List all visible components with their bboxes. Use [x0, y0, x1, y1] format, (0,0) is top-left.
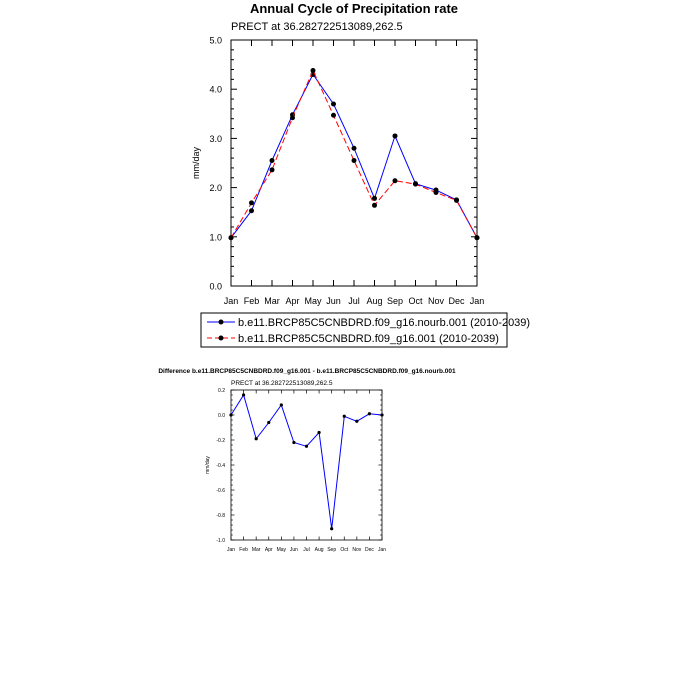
chart2-series-1-point: [330, 527, 333, 530]
chart2-x-tick-label: Apr: [264, 547, 273, 553]
chart2-x-tick-label: Mar: [251, 547, 261, 553]
chart1-x-tick-label: Mar: [264, 296, 280, 306]
annual-cycle-chart: [191, 1, 530, 347]
chart1-x-tick-label: Jan: [469, 296, 485, 306]
chart1-series-1-point: [331, 101, 336, 106]
chart2-subtitle: PRECT at 36.282722513089,262.5: [231, 380, 333, 387]
chart1-series-2-point: [270, 167, 275, 172]
chart2-series-1-point: [280, 403, 283, 406]
chart1-series-1-point: [249, 208, 254, 213]
chart1-series-2-point: [413, 182, 418, 187]
chart2-x-tick-label: Aug: [314, 547, 324, 553]
chart1-series-1-point: [372, 196, 377, 201]
chart2-x-tick-label: Dec: [364, 547, 374, 553]
chart1-y-tick-label: 3.0: [209, 133, 222, 144]
chart1-series-1-point: [270, 158, 275, 163]
chart2-y-tick-label: 0.2: [218, 388, 225, 394]
chart2-y-axis-label: mm/day: [205, 456, 211, 474]
chart1-x-tick-label: Dec: [448, 296, 465, 306]
chart1-x-tick-label: Jul: [348, 296, 360, 306]
chart1-y-axis-label: mm/day: [191, 146, 201, 180]
chart2-x-tick-label: May: [276, 547, 287, 553]
chart2-y-tick-label: -0.6: [216, 488, 225, 494]
chart1-legend: [201, 313, 530, 347]
chart1-series-2-point: [393, 178, 398, 183]
chart2-title: Difference b.e11.BRCP85C5CNBDRD.f09_g16.001 - b.e11.BRCP85C5CNBDRD.f09_g16.nourb.001: [158, 368, 456, 375]
chart2-series-1-point: [242, 393, 245, 396]
chart1-series-1-point: [352, 146, 357, 151]
chart2-x-tick-label: Jul: [303, 547, 310, 553]
chart2-x-tick-label: Jan: [226, 547, 236, 553]
chart1-series-1-line: [231, 74, 477, 237]
chart1-series-2-point: [372, 203, 377, 208]
chart1-x-tick-label: Oct: [408, 296, 423, 306]
legend-label-series-2: b.e11.BRCP85C5CNBDRD.f09_g16.001 (2010-2039): [238, 333, 499, 345]
chart1-y-tick-label: 4.0: [209, 84, 222, 95]
chart2-series-1-line: [231, 395, 382, 529]
chart1-x-tick-label: Apr: [285, 296, 300, 306]
chart2-x-tick-label: Nov: [352, 547, 362, 553]
chart2-series-group: [229, 393, 383, 530]
difference-chart: [158, 368, 456, 553]
chart1-x-tick-label: Jun: [326, 296, 341, 306]
chart2-series-1-point: [305, 445, 308, 448]
chart2-y-tick-label: -0.2: [216, 438, 225, 444]
chart2-series-1-point: [380, 413, 383, 416]
chart2-ticks: [216, 388, 386, 553]
chart1-series-2-point: [229, 235, 234, 240]
chart2-series-1-point: [355, 420, 358, 423]
chart1-subtitle: PRECT at 36.282722513089,262.5: [231, 21, 403, 33]
chart1-series-2-point: [311, 68, 316, 73]
chart1-series-2-point: [475, 235, 480, 240]
chart1-series-2-point: [249, 200, 254, 205]
chart2-series-1-point: [267, 421, 270, 424]
chart2-series-1-point: [292, 441, 295, 444]
chart1-y-tick-label: 1.0: [209, 232, 222, 243]
chart1-series-group: [229, 68, 480, 240]
chart1-ticks: [209, 36, 484, 307]
legend-marker-series-1: [219, 320, 224, 325]
legend-marker-series-2: [219, 336, 224, 341]
chart1-series-1-point: [393, 133, 398, 138]
chart1-series-2-point: [434, 190, 439, 195]
chart1-x-tick-label: Sep: [386, 296, 404, 306]
chart2-y-tick-label: -1.0: [216, 538, 225, 544]
chart1-y-tick-label: 5.0: [209, 35, 222, 46]
chart2-y-tick-label: -0.4: [216, 463, 225, 469]
chart2-series-1-point: [255, 437, 258, 440]
chart1-x-tick-label: Nov: [427, 296, 445, 306]
chart2-x-tick-label: Oct: [340, 547, 349, 553]
chart2-y-tick-label: 0.0: [218, 413, 225, 419]
chart1-x-tick-label: May: [304, 296, 322, 306]
chart1-x-tick-label: Jan: [223, 296, 239, 306]
chart1-x-tick-label: Feb: [243, 296, 260, 306]
chart1-y-tick-label: 2.0: [209, 183, 222, 194]
chart2-series-1-point: [343, 415, 346, 418]
chart1-series-2-point: [290, 115, 295, 120]
chart2-series-1-point: [317, 431, 320, 434]
chart1-series-2-line: [231, 71, 477, 238]
chart2-series-1-point: [368, 412, 371, 415]
chart1-series-2-point: [454, 198, 459, 203]
chart2-x-tick-label: Jun: [289, 547, 298, 553]
chart1-title: Annual Cycle of Precipitation rate: [249, 1, 459, 16]
chart1-x-tick-label: Aug: [366, 296, 383, 306]
chart2-y-tick-label: -0.8: [216, 513, 225, 519]
chart2-x-tick-label: Jan: [377, 547, 387, 553]
chart1-series-2-point: [352, 158, 357, 163]
chart1-y-tick-label: 0.0: [209, 281, 222, 292]
chart1-series-2-point: [331, 113, 336, 118]
chart2-x-tick-label: Feb: [239, 547, 248, 553]
chart2-plot-frame: [231, 390, 382, 540]
chart2-x-tick-label: Sep: [327, 547, 337, 553]
legend-label-series-1: b.e11.BRCP85C5CNBDRD.f09_g16.nourb.001 (2010-2039): [238, 317, 531, 329]
chart2-series-1-point: [229, 413, 232, 416]
